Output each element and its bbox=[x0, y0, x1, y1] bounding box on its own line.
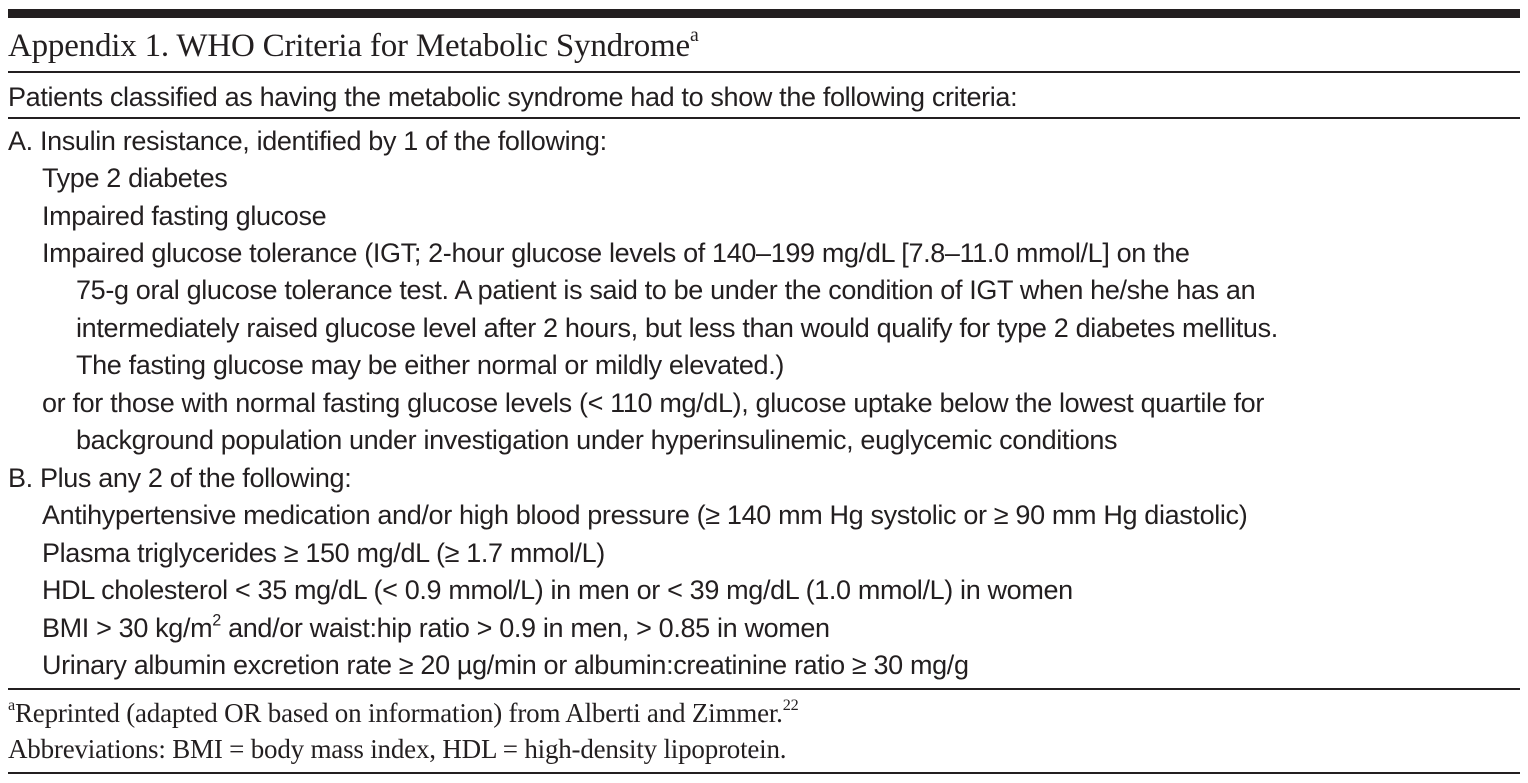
bottom-rule bbox=[8, 772, 1520, 774]
footnote-mark: a bbox=[8, 695, 15, 714]
body-rule bbox=[8, 688, 1520, 690]
bmi-text-before: BMI > 30 kg/m bbox=[42, 613, 213, 643]
top-rule bbox=[8, 9, 1520, 18]
title-footnote-mark: a bbox=[689, 24, 699, 47]
footnote-abbreviations: Abbreviations: BMI = body mass index, HDL = high-density lipoprotein. bbox=[8, 734, 787, 764]
section-b-heading: B. Plus any 2 of the following: bbox=[8, 463, 352, 493]
criterion-triglycerides: Plasma triglycerides ≥ 150 mg/dL (≥ 1.7 mmol/L) bbox=[42, 538, 605, 568]
intro-rule bbox=[8, 117, 1520, 119]
criterion-igt-line-2: 75-g oral glucose tolerance test. A patient is said to be under the condition of IGT when he/she has an bbox=[76, 275, 1256, 305]
bmi-superscript: 2 bbox=[212, 611, 221, 630]
section-a-heading: A. Insulin resistance, identified by 1 of the following: bbox=[8, 126, 607, 156]
title-text: Appendix 1. WHO Criteria for Metabolic Syndrome bbox=[8, 28, 690, 64]
title-rule bbox=[8, 71, 1520, 73]
criterion-urinary-albumin: Urinary albumin excretion rate ≥ 20 µg/min or albumin:creatinine ratio ≥ 30 mg/g bbox=[42, 650, 969, 680]
table-title bbox=[8, 26, 699, 66]
footnote-ref-number: 22 bbox=[782, 695, 799, 714]
footnote-reprint bbox=[8, 696, 799, 730]
criterion-hdl-cholesterol: HDL cholesterol < 35 mg/dL (< 0.9 mmol/L) in men or < 39 mg/dL (1.0 mmol/L) in women bbox=[42, 575, 1073, 605]
criterion-impaired-fasting-glucose: Impaired fasting glucose bbox=[42, 201, 327, 231]
footnote-reprint-text: Reprinted (adapted OR based on information) from Alberti and Zimmer. bbox=[15, 698, 783, 728]
bmi-text-after: and/or waist:hip ratio > 0.9 in men, > 0.85 in women bbox=[220, 613, 830, 643]
criterion-type2-diabetes: Type 2 diabetes bbox=[42, 163, 228, 193]
criterion-igt-line-1: Impaired glucose tolerance (IGT; 2-hour glucose levels of 140–199 mg/dL [7.8–11.0 mmol/L] on the bbox=[42, 238, 1190, 268]
criterion-blood-pressure: Antihypertensive medication and/or high blood pressure (≥ 140 mm Hg systolic or ≥ 90 mm Hg diastolic) bbox=[42, 500, 1248, 530]
criterion-igt-line-4: The fasting glucose may be either normal or mildly elevated.) bbox=[76, 350, 784, 380]
criterion-bmi bbox=[42, 611, 830, 645]
criterion-glucose-uptake-line-2: background population under investigation under hyperinsulinemic, euglycemic conditions bbox=[76, 425, 1118, 455]
intro-text: Patients classified as having the metabolic syndrome had to show the following criteria: bbox=[8, 82, 1018, 112]
criterion-igt-line-3: intermediately raised glucose level after 2 hours, but less than would qualify for type 2 diabetes mellitus. bbox=[76, 313, 1278, 343]
criterion-glucose-uptake-line-1: or for those with normal fasting glucose levels (< 110 mg/dL), glucose uptake below the lowest quartile for bbox=[42, 388, 1264, 418]
